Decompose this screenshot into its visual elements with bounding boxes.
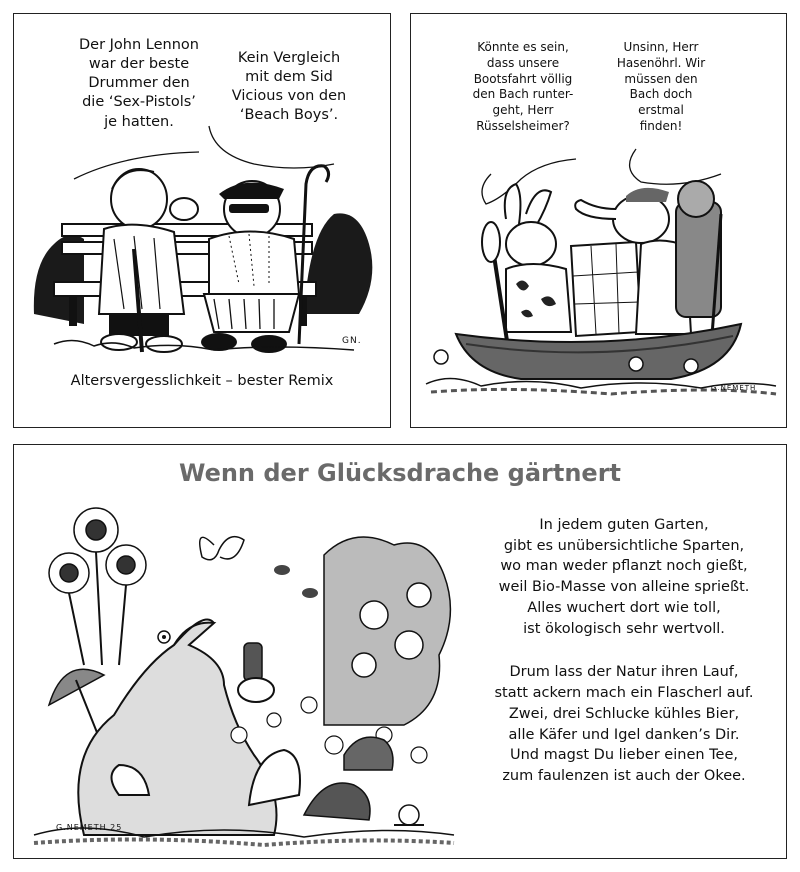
- cartoon-panel-old-men: [13, 13, 391, 428]
- speech-line: Bach doch: [629, 87, 693, 102]
- poem-stanza-2: [474, 662, 774, 786]
- speech-line: erstmal: [638, 103, 684, 118]
- poem-line: ist ökologisch sehr wertvoll.: [523, 620, 725, 637]
- artist-signature: G.NEMETH 25: [56, 823, 123, 832]
- poem-line: gibt es unübersichtliche Sparten,: [503, 537, 745, 554]
- poem-line: Und magst Du lieber einen Tee,: [509, 747, 739, 764]
- artist-signature: GN.: [342, 336, 362, 346]
- poem-line: weil Bio-Masse von alleine sprießt.: [498, 579, 750, 596]
- cartoon-caption: Altersvergesslichkeit – bester Remix: [70, 373, 334, 389]
- poem-line: In jedem guten Garten,: [539, 517, 709, 533]
- poem-line: statt ackern mach ein Flascherl auf.: [494, 685, 754, 702]
- poem-title: Wenn der Glücksdrache gärtnert: [178, 459, 622, 487]
- speech-line: die ‘Sex-Pistols’: [82, 94, 196, 111]
- poem-line: wo man weder pflanzt noch gießt,: [500, 558, 748, 575]
- dragon-garden-illustration: [24, 495, 464, 855]
- rabbit-elephant-canoe-illustration: [411, 14, 787, 428]
- cartoon-panel-canoe: [410, 13, 787, 428]
- poem-stanza-1: [474, 515, 774, 639]
- speech-line: Vicious von den: [231, 88, 347, 105]
- speech-line: den Bach runter-: [472, 87, 574, 102]
- speech-line: Könnte es sein,: [477, 40, 569, 54]
- poem-text: [474, 515, 774, 810]
- speech-line: mit dem Sid: [245, 69, 333, 86]
- old-men-bench-illustration: [14, 14, 391, 428]
- speech-line: finden!: [639, 119, 683, 134]
- poem-line: Alles wuchert dort wie toll,: [527, 599, 721, 616]
- artist-signature: G.NEMETH: [711, 384, 757, 392]
- speech-line: ‘Beach Boys’.: [239, 107, 339, 124]
- speech-line: dass unsere: [486, 55, 560, 70]
- speech-line: müssen den: [624, 71, 698, 86]
- poem-line: zum faulenzen ist auch der Okee.: [502, 768, 746, 785]
- speech-line: Kein Vergleich: [237, 50, 341, 66]
- speech-line: Rüsselsheimer?: [476, 119, 570, 134]
- poem-line: Zwei, drei Schlucke kühles Bier,: [508, 705, 740, 722]
- speech-line: Drummer den: [88, 75, 190, 92]
- speech-line: war der beste: [88, 56, 190, 73]
- poem-line: alle Käfer und Igel danken’s Dir.: [508, 726, 740, 743]
- speech-line: Bootsfahrt völlig: [473, 71, 573, 86]
- poem-line: Drum lass der Natur ihren Lauf,: [509, 664, 739, 681]
- speech-line: Hasenöhrl. Wir: [616, 55, 706, 70]
- speech-line: je hatten.: [104, 113, 174, 130]
- speech-line: Unsinn, Herr: [623, 40, 699, 54]
- illustration-poem-panel: [13, 444, 787, 859]
- speech-line: Der John Lennon: [79, 37, 199, 53]
- speech-line: geht, Herr: [492, 103, 554, 118]
